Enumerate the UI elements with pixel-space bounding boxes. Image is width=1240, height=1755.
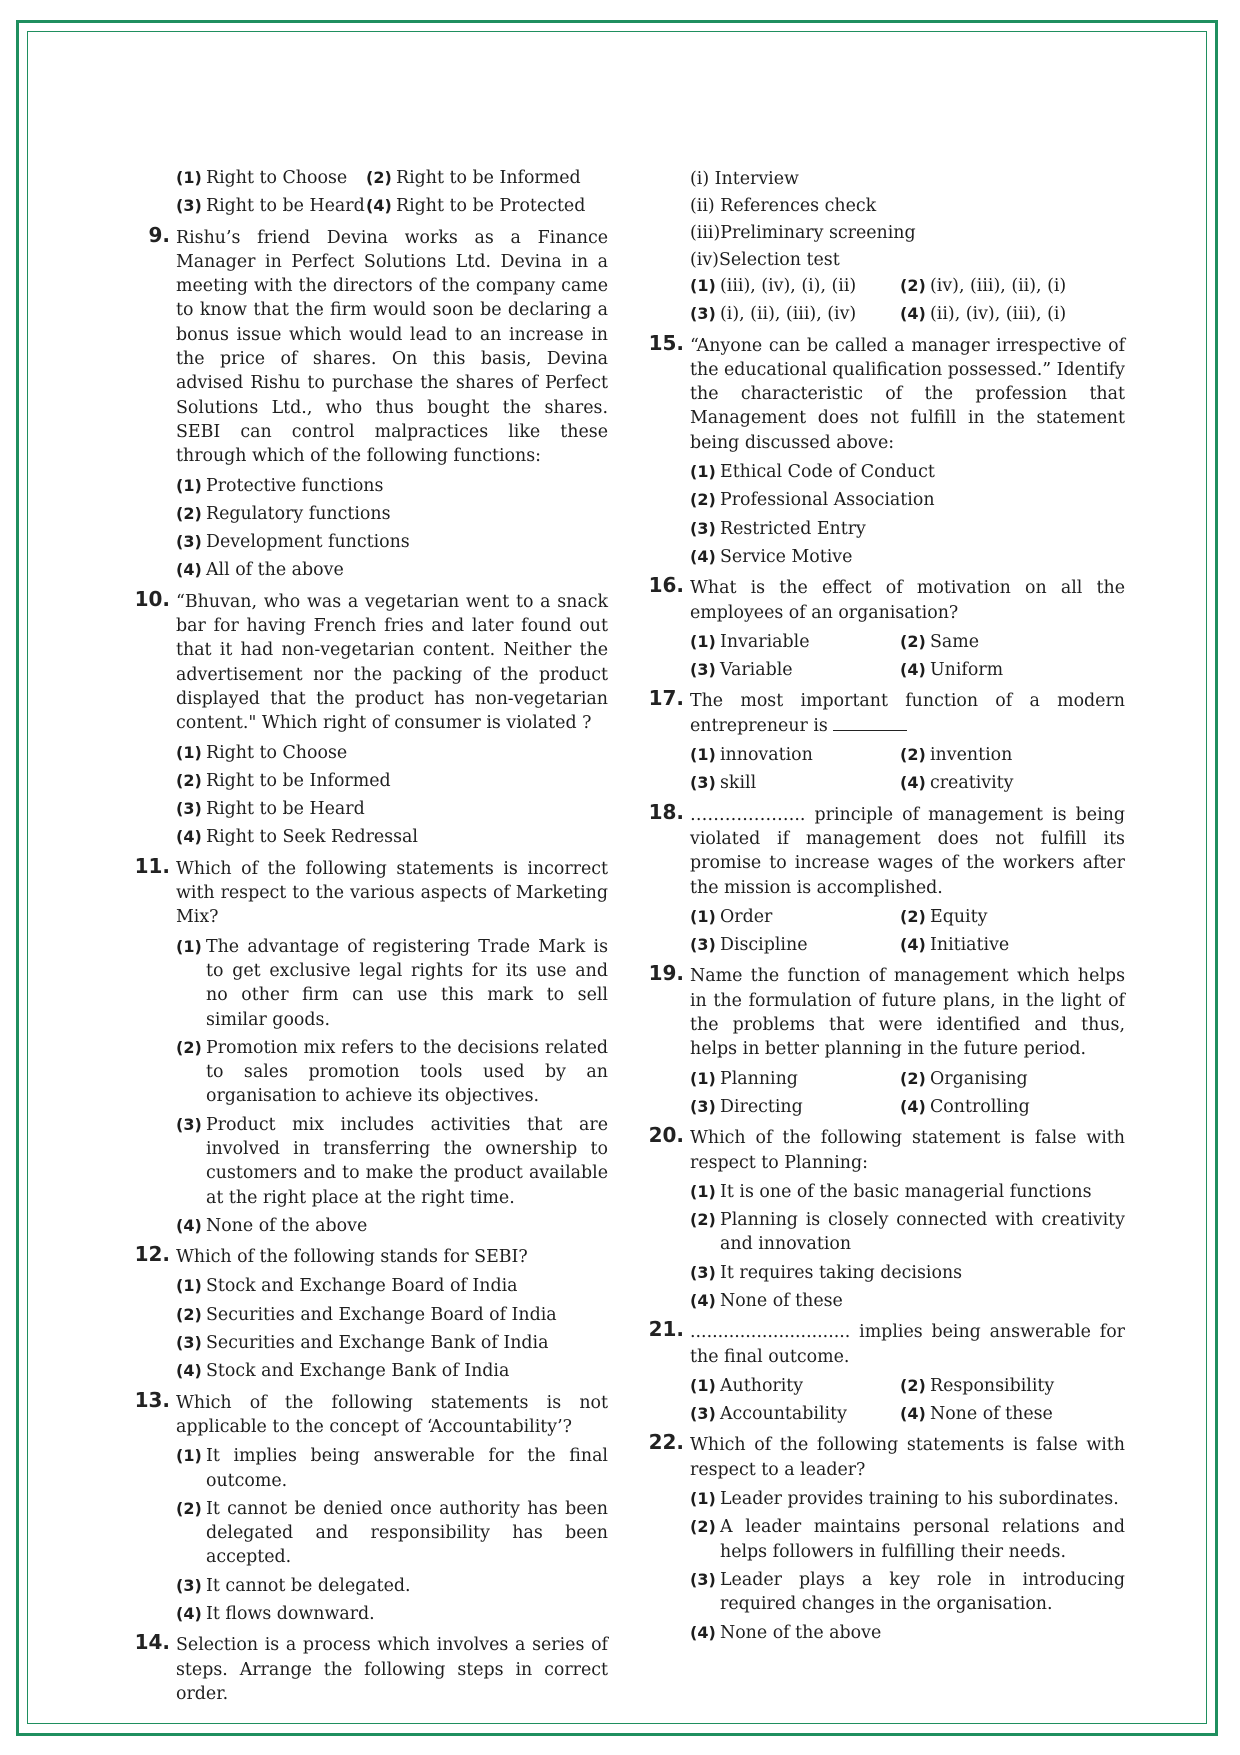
option[interactable]: (3) Leader plays a key role in introducing required changes in the organisation.	[690, 1569, 1125, 1615]
step-item: (i) Interview	[690, 169, 799, 189]
answer-blank[interactable]	[833, 715, 907, 731]
option[interactable]: (2) Regulatory functions	[176, 503, 391, 524]
option[interactable]: (4) It flows downward.	[176, 1604, 375, 1625]
option[interactable]: (2) Right to be Informed	[176, 770, 391, 791]
option[interactable]: (4) Uniform	[900, 660, 1004, 681]
question-text: The most important function of a modern entrepreneur is	[690, 691, 1125, 736]
option[interactable]: (1) Planning	[690, 1068, 798, 1089]
option[interactable]: (1) Right to Choose	[176, 742, 348, 763]
option[interactable]: (2) Professional Association	[690, 490, 935, 511]
option[interactable]: (1) (iii), (iv), (i), (ii)	[690, 276, 857, 296]
question-12	[128, 1242, 608, 1383]
option[interactable]: (4) (ii), (iv), (iii), (i)	[900, 304, 1067, 325]
question-number: 19.	[648, 961, 684, 986]
option[interactable]: (4) Initiative	[900, 935, 1010, 956]
question-text: Which of the following statements is incorrect with respect to the various aspects of Marketing Mix?	[176, 858, 608, 928]
question-16	[642, 573, 1125, 682]
option[interactable]: (2) Responsibility	[900, 1375, 1055, 1396]
option[interactable]: (3) Variable	[690, 660, 793, 681]
question-text: Which of the following stands for SEBI?	[176, 1247, 528, 1268]
option[interactable]: (3) Product mix includes activities that are involved in transferring the ownership to customers and to make the product available at the right place at the right time.	[176, 1114, 608, 1208]
option[interactable]: (3) (i), (ii), (iii), (iv)	[690, 304, 857, 325]
right-column	[642, 166, 1125, 1652]
option[interactable]: (4) creativity	[900, 773, 1014, 794]
option[interactable]: (4) None of these	[900, 1404, 1053, 1425]
option[interactable]: (4) None of the above	[690, 1622, 882, 1643]
question-20	[642, 1123, 1125, 1313]
option[interactable]: (3) It requires taking decisions	[690, 1262, 963, 1283]
question-15	[642, 330, 1125, 570]
option[interactable]: (3) Development functions	[176, 532, 410, 553]
question-text: ……………….. principle of management is being violated if management does not fulfill its promise to increase wages of the workers after the mission is accomplished.	[690, 804, 1125, 898]
option[interactable]: (3) Accountability	[690, 1404, 847, 1425]
option[interactable]: (2) Right to be Informed	[366, 168, 581, 188]
option[interactable]: (1) Order	[690, 906, 773, 927]
question-number: 18.	[648, 799, 684, 824]
option[interactable]: (2) invention	[900, 745, 1013, 766]
question-number: 16.	[648, 573, 684, 598]
question-13	[128, 1387, 608, 1627]
option[interactable]: (3) Directing	[690, 1096, 803, 1117]
option[interactable]: (4) Right to be Protected	[366, 196, 586, 217]
option[interactable]: (4) Controlling	[900, 1096, 1030, 1117]
option[interactable]: (4) None of these	[690, 1290, 843, 1311]
question-number: 13.	[134, 1387, 170, 1412]
question-number: 11.	[134, 853, 170, 878]
option[interactable]: (4) Stock and Exchange Bank of India	[176, 1361, 510, 1382]
question-11	[128, 853, 608, 1238]
step-item: (ii) References check	[690, 196, 877, 216]
question-number: 10.	[134, 586, 170, 611]
option[interactable]: (2) A leader maintains personal relations and helps followers in fulfilling their needs.	[690, 1517, 1125, 1562]
left-column	[128, 166, 608, 1713]
option[interactable]: (1) Stock and Exchange Board of India	[176, 1276, 518, 1297]
question-22	[642, 1430, 1125, 1644]
option[interactable]: (1) It implies being answerable for the final outcome.	[176, 1446, 608, 1491]
question-21	[642, 1317, 1125, 1426]
question-10	[128, 586, 608, 850]
question-19	[642, 961, 1125, 1119]
option[interactable]: (2) Planning is closely connected with creativity and innovation	[690, 1210, 1125, 1255]
option[interactable]: (3) Right to be Heard	[176, 799, 365, 820]
option[interactable]: (3) skill	[690, 773, 757, 794]
option[interactable]: (1) It is one of the basic managerial functions	[690, 1181, 1092, 1202]
option[interactable]: (2) (iv), (iii), (ii), (i)	[900, 276, 1067, 296]
question-text: Which of the following statements is false with respect to a leader?	[690, 1435, 1125, 1480]
option[interactable]: (1) The advantage of registering Trade Mark is to get exclusive legal rights for its use and no other firm can use this mark to sell similar goods.	[176, 936, 608, 1030]
question-number: 9.	[148, 222, 170, 247]
question-number: 12.	[134, 1242, 170, 1267]
option[interactable]: (2) Securities and Exchange Board of India	[176, 1304, 557, 1325]
option[interactable]: (2) It cannot be denied once authority has been delegated and responsibility has been accepted.	[176, 1498, 608, 1568]
option[interactable]: (4) Right to Seek Redressal	[176, 827, 418, 848]
option[interactable]: (1) Leader provides training to his subordinates.	[690, 1489, 1119, 1510]
step-item: (iii)Preliminary screening	[690, 223, 916, 243]
question-number: 21.	[648, 1317, 684, 1342]
option[interactable]: (2) Equity	[900, 906, 988, 927]
option[interactable]: (4) All of the above	[176, 560, 344, 581]
option[interactable]: (2) Organising	[900, 1068, 1028, 1089]
question-number: 22.	[648, 1430, 684, 1455]
option[interactable]: (2) Promotion mix refers to the decisions related to sales promotion tools used by an organisation to achieve its objectives.	[176, 1037, 608, 1107]
option[interactable]: (1) Right to Choose	[176, 168, 348, 188]
question-text: Which of the following statement is false with respect to Planning:	[690, 1128, 1125, 1173]
question-14-continued	[642, 166, 1125, 327]
option[interactable]: (1) Invariable	[690, 631, 810, 652]
step-item: (iv)Selection test	[690, 250, 840, 270]
question-text: Which of the following statements is not applicable to the concept of ‘Accountability’?	[176, 1392, 608, 1437]
option[interactable]: (3) Discipline	[690, 935, 808, 956]
question-text: “Anyone can be called a manager irrespective of the educational qualification possessed.” Identify the characteristic of the profession that Management does not fulfill in the statement being discussed above:	[690, 335, 1125, 453]
option[interactable]: (3) Right to be Heard	[176, 196, 365, 217]
option[interactable]: (3) Securities and Exchange Bank of India	[176, 1333, 549, 1354]
question-17	[642, 686, 1125, 795]
question-number: 15.	[648, 330, 684, 355]
question-text: Rishu’s friend Devina works as a Finance Manager in Perfect Solutions Ltd. Devina in a meeting with the directors of the company came to know that the firm would soon be declaring a bonus issue which would lead to an increase in the price of shares. On this basis, Devina advised Rishu to purchase the shares of Perfect Solutions Ltd., who thus bought the shares. SEBI can control malpractices like these through which of the following functions:	[176, 227, 608, 467]
option[interactable]: (3) It cannot be delegated.	[176, 1575, 411, 1596]
question-text: Selection is a process which involves a series of steps. Arrange the following steps in correct order.	[176, 1635, 608, 1704]
question-9	[128, 222, 608, 583]
question-number: 14.	[134, 1630, 170, 1655]
option[interactable]: (1) Ethical Code of Conduct	[690, 462, 935, 483]
option[interactable]: (4) Service Motive	[690, 546, 853, 567]
question-number: 20.	[648, 1123, 684, 1148]
option[interactable]: (1) Authority	[690, 1375, 804, 1396]
question-text: ............................. implies being answerable for the final outcome.	[690, 1322, 1125, 1367]
option[interactable]: (2) Same	[900, 631, 980, 652]
option[interactable]: (3) Restricted Entry	[690, 518, 866, 539]
question-14	[128, 1630, 608, 1706]
question-8-tail	[128, 166, 608, 219]
question-text: What is the effect of motivation on all the employees of an organisation?	[690, 578, 1125, 623]
option[interactable]: (1) Protective functions	[176, 475, 384, 496]
question-text: Name the function of management which helps in the formulation of future plans, in the light of the problems that were identified and thus, helps in better planning in the future period.	[690, 966, 1125, 1060]
question-18	[642, 799, 1125, 958]
option[interactable]: (4) None of the above	[176, 1215, 368, 1236]
question-number: 17.	[648, 686, 684, 711]
question-text: “Bhuvan, who was a vegetarian went to a snack bar for having French fries and later found out that it had non-vegetarian content. Neither the advertisement nor the packing of the product displayed that the product has non-vegetarian content." Which right of consumer is violated ?	[176, 591, 608, 734]
option[interactable]: (1) innovation	[690, 745, 813, 766]
